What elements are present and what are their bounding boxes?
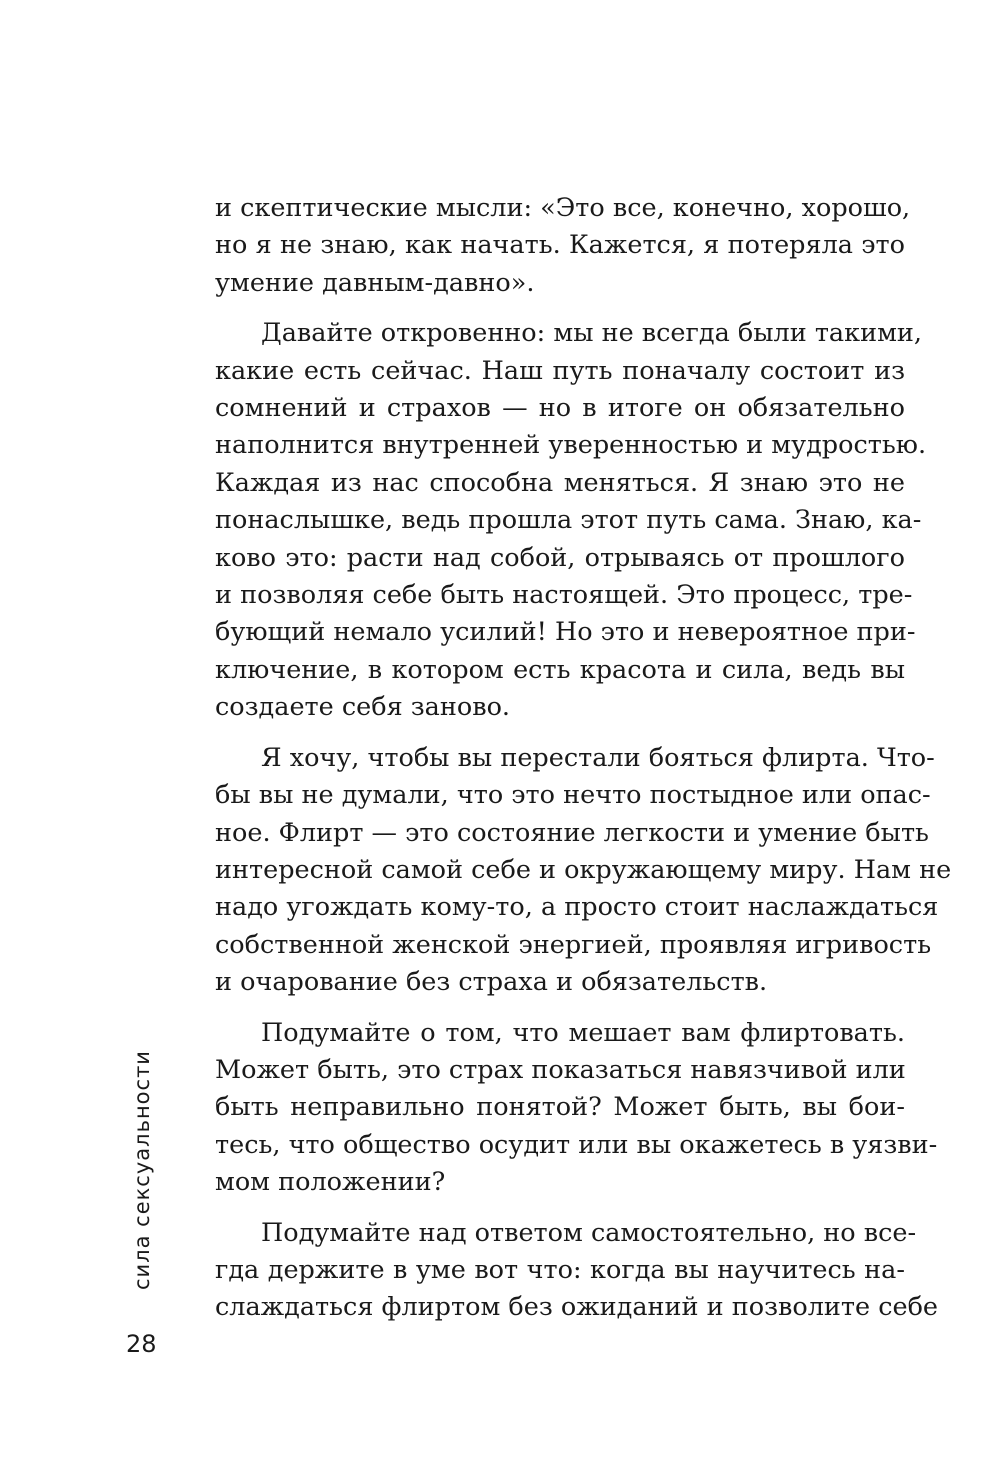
text-line: быть неправильно понятой? Может быть, вы бои- [215,1092,905,1123]
text-line: и скептические мысли: «Это все, конечно, хорошо, [215,193,911,223]
text-line: гда держите в уме вот что: когда вы научитесь на- [215,1254,905,1285]
paragraph-5 [215,1215,939,1327]
text-line: Может быть, это страх показаться навязчивой или [215,1054,906,1085]
text-line: ково это: расти над собой, отрываясь от прошлого [215,542,905,573]
text-line: тесь, что общество осудит или вы окажетесь в уязви- [215,1129,938,1160]
text-line: Подумайте о том, что мешает вам флиртовать. [261,1017,905,1048]
text-line: Подумайте над ответом самостоятельно, но все- [261,1217,917,1248]
text-line: мом положении? [215,1167,446,1198]
running-head: сила сексуальности [130,1050,154,1290]
text-line: собственной женской энергией, проявляя игривость [215,929,932,960]
text-line: интересной самой себе и окружающему миру. Нам не [215,854,952,885]
text-line: какие есть сейчас. Наш путь поначалу состоит из [215,355,905,386]
text-line: ное. Флирт — это состояние легкости и умение быть [215,817,929,848]
text-line: умение давным-давно». [215,267,535,298]
text-line: бующий немало усилий! Но это и невероятное при- [215,617,916,648]
text-line: Я хочу, чтобы вы перестали бояться флирта. Что- [261,742,935,773]
text-line: и позволяя себе быть настоящей. Это процесс, тре- [215,580,913,611]
text-line: но я не знаю, как начать. Кажется, я потеряла это [215,230,905,261]
page-number: 28 [126,1330,157,1358]
text-line: наполнится внутренней уверенностью и мудростью. [215,430,927,461]
text-line: понаслышке, ведь прошла этот путь сама. Знаю, ка- [215,505,922,536]
text-line: создаете себя заново. [215,692,511,723]
text-line: Каждая из нас способна меняться. Я знаю это не [215,467,905,498]
text-line: ключение, в котором есть красота и сила, ведь вы [215,654,905,685]
text-line: бы вы не думали, что это нечто постыдное или опас- [215,780,931,811]
text-line: слаждаться флиртом без ожиданий и позволите себе [215,1292,939,1323]
text-line: и очарование без страха и обязательств. [215,967,768,998]
text-line: сомнений и страхов — но в итоге он обязательно [215,393,905,424]
text-line: Давайте откровенно: мы не всегда были такими, [261,318,923,349]
paragraph-1 [215,190,911,302]
text-line: надо угождать кому-то, а просто стоит наслаждаться [215,892,939,923]
paragraph-4 [215,1015,938,1202]
body-text [215,190,952,1340]
paragraph-3 [215,740,952,1002]
paragraph-2 [215,315,927,726]
